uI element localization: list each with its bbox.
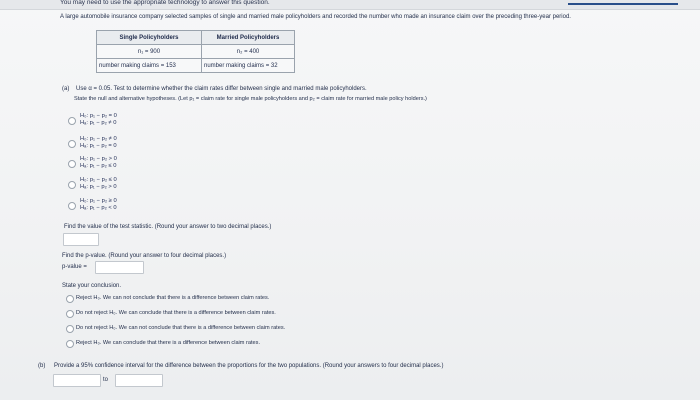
hypothesis-option-radio-1[interactable] [68, 117, 76, 125]
part-a-label: (a) [62, 86, 70, 92]
hypothesis-alt: Hₐ: p₁ − p₂ = 0 [80, 143, 117, 149]
hypothesis-null: H₀: p₁ − p₂ > 0 [80, 156, 117, 162]
hypothesis-null: H₀: p₁ − p₂ ≥ 0 [80, 198, 117, 204]
table-header: Single Policyholders [97, 31, 202, 45]
table-cell: number making claims = 32 [202, 59, 295, 73]
hypothesis-alt: Hₐ: p₁ − p₂ > 0 [80, 184, 117, 190]
hypothesis-option-5 [80, 198, 117, 212]
problem-intro: A large automobile insurance company selected samples of single and married male policyholders and recorded the number who made an insurance claim over the preceding three-year period. [60, 14, 571, 20]
part-a-prompt: Use α = 0.05. Test to determine whether the claim rates differ between single and married male policyholders. [76, 86, 367, 92]
conclusion-option-4: Reject H₀. We can conclude that there is a difference between claim rates. [76, 340, 261, 346]
p-value-label: p-value = [62, 264, 87, 270]
hypothesis-alt: Hₐ: p₁ − p₂ ≤ 0 [80, 163, 117, 169]
test-statistic-prompt: Find the value of the test statistic. (Round your answer to two decimal places.) [64, 224, 272, 230]
progress-bar [568, 3, 678, 5]
hypothesis-option-1 [80, 113, 117, 127]
top-bar [0, 0, 700, 10]
part-b-prompt: Provide a 95% confidence interval for the difference between the proportions for the two populations. (Round your answers to four decimal places.) [54, 363, 444, 369]
table-cell: number making claims = 153 [97, 59, 202, 73]
hypothesis-option-4 [80, 177, 117, 191]
hypothesis-option-radio-2[interactable] [68, 140, 76, 148]
conclusion-option-1: Reject H₀. We can not conclude that there is a difference between claim rates. [76, 295, 270, 301]
table-header-row [97, 31, 295, 45]
conclusion-option-3: Do not reject H₀. We can not conclude that there is a difference between claim rates. [76, 325, 286, 331]
hypothesis-option-3 [80, 156, 117, 170]
conclusion-radio-1[interactable] [66, 295, 74, 303]
conclusion-option-2: Do not reject H₀. We can conclude that there is a difference between claim rates. [76, 310, 276, 316]
hypothesis-option-radio-5[interactable] [68, 202, 76, 210]
ci-lower-input[interactable] [53, 374, 101, 387]
hypothesis-option-2 [80, 136, 117, 150]
hypothesis-option-radio-4[interactable] [68, 181, 76, 189]
ci-upper-input[interactable] [115, 374, 163, 387]
p-value-prompt: Find the p-value. (Round your answer to four decimal places.) [62, 253, 227, 259]
data-table [96, 30, 295, 73]
conclusion-radio-3[interactable] [66, 325, 74, 333]
test-statistic-input[interactable] [63, 233, 99, 246]
part-b-label: (b) [38, 363, 46, 369]
conclusion-radio-4[interactable] [66, 340, 74, 348]
hypothesis-null: H₀: p₁ − p₂ ≠ 0 [80, 136, 117, 142]
table-row [97, 45, 295, 59]
table-cell: n₁ = 900 [97, 45, 202, 59]
hypotheses-prompt: State the null and alternative hypotheses. (Let p₁ = claim rate for single male policyholders and p₂ = claim rate for married male policy holders.) [74, 96, 427, 102]
table-row [97, 59, 295, 73]
hypothesis-option-radio-3[interactable] [68, 160, 76, 168]
instructions-text: You may need to use the appropriate technology to answer this question. [60, 0, 270, 6]
p-value-input[interactable] [95, 261, 144, 274]
hypothesis-null: H₀: p₁ − p₂ ≤ 0 [80, 177, 117, 183]
hypothesis-alt: Hₐ: p₁ − p₂ < 0 [80, 205, 117, 211]
table-cell: n₂ = 400 [202, 45, 295, 59]
ci-to-label: to [103, 377, 109, 383]
conclusion-radio-2[interactable] [66, 310, 74, 318]
hypothesis-alt: Hₐ: p₁ − p₂ ≠ 0 [80, 120, 117, 126]
hypothesis-null: H₀: p₁ − p₂ = 0 [80, 113, 117, 119]
conclusion-prompt: State your conclusion. [62, 283, 122, 289]
table-header: Married Policyholders [202, 31, 295, 45]
